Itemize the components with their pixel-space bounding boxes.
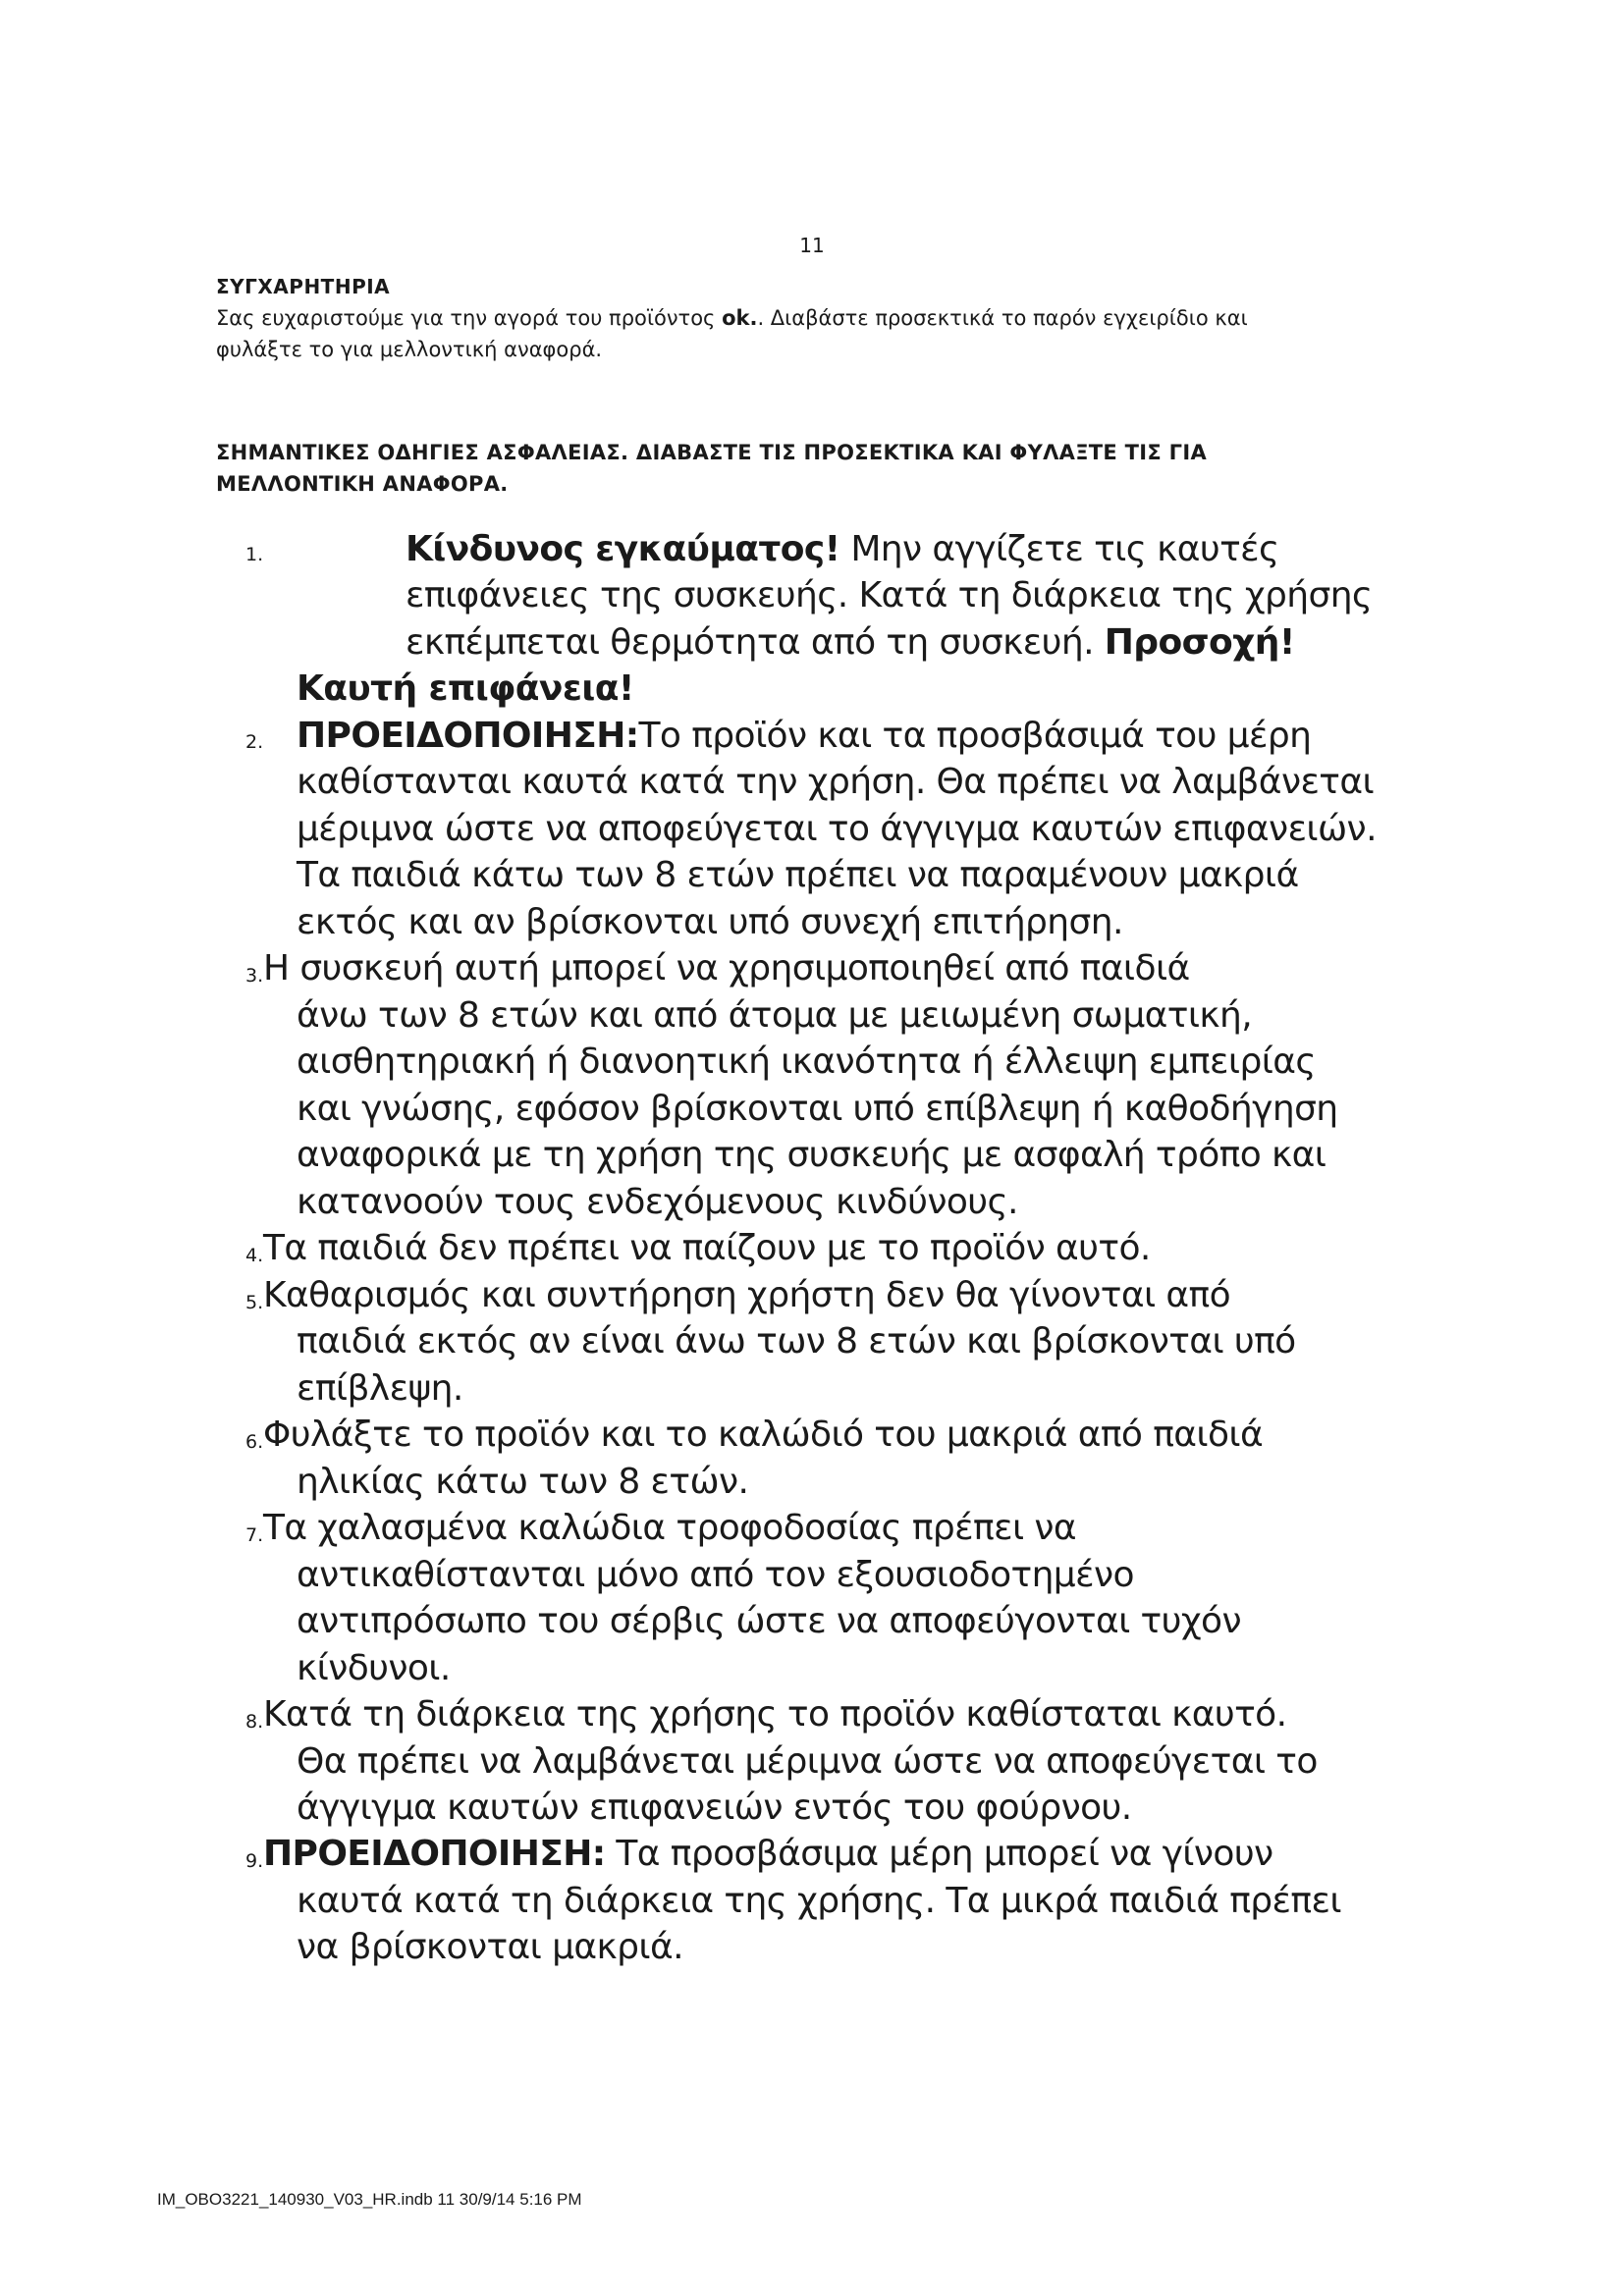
- item-number-6: 6.: [245, 1431, 264, 1453]
- list-item-2-line2: καθίστανται καυτά κατά την χρήση. Θα πρέπει να λαμβάνεται: [297, 762, 1375, 802]
- list-item-7-line1: Τα χαλασμένα καλώδια τροφοδοσίας πρέπει να: [263, 1508, 1077, 1548]
- list-item-3-line4: και γνώσης, εφόσον βρίσκονται υπό επίβλεψη ή καθοδήγηση: [297, 1089, 1338, 1129]
- list-item-2-line5: εκτός και αν βρίσκονται υπό συνεχή επιτήρηση.: [297, 902, 1123, 942]
- congrats-heading: ΣΥΓΧΑΡΗΤΗΡΙΑ: [216, 275, 391, 298]
- list-item-7-line4: κίνδυνοι.: [297, 1648, 451, 1688]
- list-item-1-text3: εκπέμπεται θερμότητα από τη συσκευή.: [406, 622, 1105, 663]
- list-item-5-line3: επίβλεψη.: [297, 1368, 463, 1409]
- list-item-1-line3: [406, 619, 1295, 667]
- list-item-3-line2: άνω των 8 ετών και από άτομα με μειωμένη σωματική,: [297, 995, 1253, 1036]
- item-number-3: 3.: [245, 965, 264, 987]
- safety-heading-line1: ΣΗΜΑΝΤΙΚΕΣ ΟΔΗΓΙΕΣ ΑΣΦΑΛΕΙΑΣ. ΔΙΑΒΑΣΤΕ ΤΙΣ ΠΡΟΣΕΚΤΙΚΑ ΚΑΙ ΦΥΛΑΞΤΕ ΤΙΣ ΓΙΑ: [216, 441, 1207, 464]
- burn-danger-label: Κίνδυνος εγκαύματος!: [406, 529, 840, 569]
- congrats-text-end: . Διαβάστε προσεκτικά το παρόν εγχειρίδιο και: [757, 306, 1248, 330]
- list-item-1-text: Μην αγγίζετε τις καυτές: [839, 529, 1279, 569]
- warning-label-2: ΠΡΟΕΙΔΟΠΟΙΗΣΗ:: [263, 1834, 606, 1874]
- item-number-5: 5.: [245, 1292, 264, 1313]
- item-number-2: 2.: [245, 731, 264, 753]
- list-item-1-line2: επιφάνειες της συσκευής. Κατά τη διάρκεια της χρήσης: [406, 575, 1373, 615]
- safety-heading-line2: ΜΕΛΛΟΝΤΙΚΗ ΑΝΑΦΟΡΑ.: [216, 472, 509, 496]
- list-item-8-line3: άγγιγμα καυτών επιφανειών εντός του φούρνου.: [297, 1788, 1132, 1828]
- list-item-5-line1: Καθαρισμός και συντήρηση χρήστη δεν θα γίνονται από: [263, 1275, 1231, 1315]
- list-item-4-line1: Τα παιδιά δεν πρέπει να παίζουν με το προϊόν αυτό.: [263, 1228, 1151, 1268]
- list-item-9-line1: [263, 1831, 1273, 1878]
- item-number-1: 1.: [245, 544, 264, 565]
- list-item-8-line1: Κατά τη διάρκεια της χρήσης το προϊόν καθίσταται καυτό.: [263, 1694, 1287, 1735]
- item-number-8: 8.: [245, 1711, 264, 1733]
- item-number-9: 9.: [245, 1850, 264, 1872]
- list-item-3-line6: κατανοούν τους ενδεχόμενους κινδύνους.: [297, 1182, 1018, 1222]
- brand-name: ok.: [722, 306, 758, 330]
- list-item-7-line2: αντικαθίστανται μόνο από τον εξουσιοδοτημένο: [297, 1555, 1134, 1595]
- list-item-2-line4: Τα παιδιά κάτω των 8 ετών πρέπει να παραμένουν μακριά: [297, 855, 1299, 895]
- attention-label: Προσοχή!: [1104, 622, 1295, 663]
- list-item-9-line2: καυτά κατά τη διάρκεια της χρήσης. Τα μικρά παιδιά πρέπει: [297, 1881, 1341, 1921]
- list-item-1-line4: [297, 666, 634, 713]
- list-item-9-text: Τα προσβάσιμα μέρη μπορεί να γίνουν: [605, 1834, 1273, 1874]
- list-item-2-text: Το προϊόν και τα προσβάσιμά του μέρη: [638, 716, 1312, 756]
- warning-label: ΠΡΟΕΙΔΟΠΟΙΗΣΗ:: [297, 716, 639, 756]
- print-footer: IM_OBO3221_140930_V03_HR.indb 11 30/9/14 5:16 PM: [157, 2190, 582, 2209]
- item-number-7: 7.: [245, 1524, 264, 1546]
- congrats-text-line2: φυλάξτε το για μελλοντική αναφορά.: [216, 338, 603, 361]
- list-item-3-line1: Η συσκευή αυτή μπορεί να χρησιμοποιηθεί από παιδιά: [263, 948, 1190, 988]
- congrats-text-start: Σας ευχαριστούμε για την αγορά του προϊόντος: [216, 306, 723, 330]
- list-item-6-line2: ηλικίας κάτω των 8 ετών.: [297, 1462, 749, 1502]
- page-number: 11: [799, 234, 825, 257]
- list-item-2-line3: μέριμνα ώστε να αποφεύγεται το άγγιγμα καυτών επιφανειών.: [297, 809, 1377, 849]
- list-item-3-line5: αναφορικά με τη χρήση της συσκευής με ασφαλή τρόπο και: [297, 1135, 1326, 1175]
- list-item-6-line1: Φυλάξτε το προϊόν και το καλώδιό του μακριά από παιδιά: [263, 1415, 1264, 1455]
- list-item-1-line1: [406, 526, 1279, 573]
- item-number-4: 4.: [245, 1245, 264, 1266]
- list-item-7-line3: αντιπρόσωπο του σέρβις ώστε να αποφεύγονται τυχόν: [297, 1601, 1241, 1641]
- hot-surface-label: Καυτή επιφάνεια!: [297, 668, 634, 709]
- list-item-8-line2: Θα πρέπει να λαμβάνεται μέριμνα ώστε να αποφεύγεται το: [297, 1741, 1318, 1782]
- list-item-5-line2: παιδιά εκτός αν είναι άνω των 8 ετών και βρίσκονται υπό: [297, 1321, 1296, 1362]
- list-item-3-line3: αισθητηριακή ή διανοητική ικανότητα ή έλλειψη εμπειρίας: [297, 1041, 1316, 1082]
- list-item-9-line3: να βρίσκονται μακριά.: [297, 1927, 683, 1967]
- list-item-2-line1: [297, 713, 1311, 760]
